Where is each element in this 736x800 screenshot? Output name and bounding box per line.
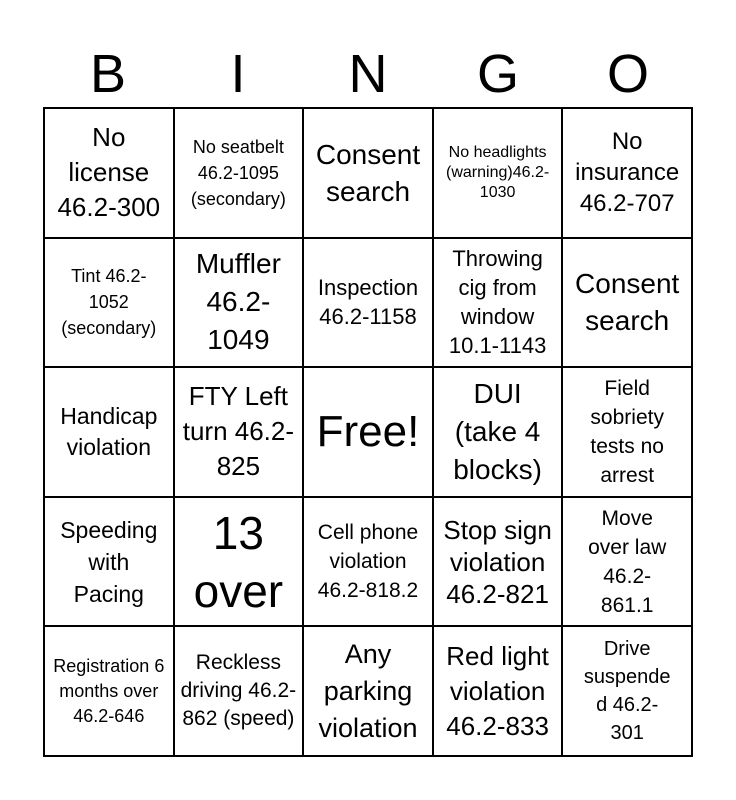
- bingo-cell-1-5[interactable]: [563, 109, 693, 239]
- header-letter-i: I: [230, 44, 246, 104]
- cell-text: Drive suspended 46.2-301: [583, 638, 671, 745]
- cell-text: FTY Left turn 46.2-825: [182, 381, 295, 482]
- bingo-cell-5-1[interactable]: [45, 627, 175, 757]
- cell-text: Handicap violation: [60, 402, 158, 460]
- cell-text: Consent search: [315, 138, 421, 207]
- cell-text: DUI (take 4 blocks): [453, 377, 542, 485]
- cell-text: Red light violation 46.2-833: [446, 640, 549, 741]
- cell-text: Consent search: [575, 268, 680, 337]
- bingo-cell-2-1[interactable]: [45, 239, 175, 369]
- cell-text: Registration 6 months over 46.2-646: [53, 655, 165, 726]
- bingo-cell-2-5[interactable]: [563, 239, 693, 369]
- header-letter-o: O: [606, 44, 649, 104]
- bingo-cell-3-4[interactable]: [434, 368, 564, 498]
- bingo-cell-5-3[interactable]: [304, 627, 434, 757]
- cell-text: No headlights (warning)46.2-1030: [446, 143, 550, 201]
- bingo-cell-1-4[interactable]: [434, 109, 564, 239]
- free-space-text: Free!: [316, 406, 420, 456]
- cell-text: No seatbelt 46.2-1095 (secondary): [190, 136, 286, 209]
- bingo-cell-5-5[interactable]: [563, 627, 693, 757]
- header-letter-n: N: [348, 44, 388, 104]
- bingo-cell-4-3[interactable]: [304, 498, 434, 628]
- bingo-cell-2-3[interactable]: [304, 239, 434, 369]
- cell-text: Move over law 46.2-861.1: [588, 506, 667, 617]
- cell-text: Cell phone violation 46.2-818.2: [317, 521, 419, 603]
- bingo-cell-3-1[interactable]: [45, 368, 175, 498]
- bingo-cell-free[interactable]: [304, 368, 434, 498]
- bingo-cell-4-1[interactable]: [45, 498, 175, 628]
- bingo-cell-3-5[interactable]: [563, 368, 693, 498]
- cell-text: Reckless driving 46.2-862 (speed): [180, 651, 297, 731]
- bingo-board: [43, 107, 693, 757]
- bingo-cell-5-2[interactable]: [175, 627, 305, 757]
- bingo-cell-1-3[interactable]: [304, 109, 434, 239]
- cell-text: No license 46.2-300: [57, 122, 161, 223]
- cell-text: Tint 46.2-1052 (secondary): [61, 266, 157, 339]
- bingo-cell-4-5[interactable]: [563, 498, 693, 628]
- bingo-cell-2-4[interactable]: [434, 239, 564, 369]
- bingo-header: [43, 40, 693, 108]
- bingo-cell-1-2[interactable]: [175, 109, 305, 239]
- header-letter-b: B: [89, 44, 127, 104]
- cell-text: Muffler 46.2-1049: [195, 248, 281, 356]
- cell-text: Speeding with Pacing: [60, 516, 158, 607]
- bingo-cell-5-4[interactable]: [434, 627, 564, 757]
- bingo-cell-1-1[interactable]: [45, 109, 175, 239]
- cell-text: Stop sign violation 46.2-821: [443, 514, 552, 609]
- bingo-cell-2-2[interactable]: [175, 239, 305, 369]
- cell-text: Throwing cig from window 10.1-1143: [448, 246, 547, 359]
- cell-text: No insurance 46.2-707: [575, 128, 680, 218]
- bingo-cell-3-2[interactable]: [175, 368, 305, 498]
- header-letter-g: G: [476, 44, 519, 104]
- bingo-cell-4-2[interactable]: [175, 498, 305, 628]
- bingo-cell-4-4[interactable]: [434, 498, 564, 628]
- cell-text: Field sobriety tests no arrest: [590, 376, 664, 487]
- cell-text: Inspection 46.2-1158: [317, 275, 419, 330]
- cell-text: Any parking violation: [318, 638, 418, 743]
- cell-text: 13 over: [193, 506, 284, 617]
